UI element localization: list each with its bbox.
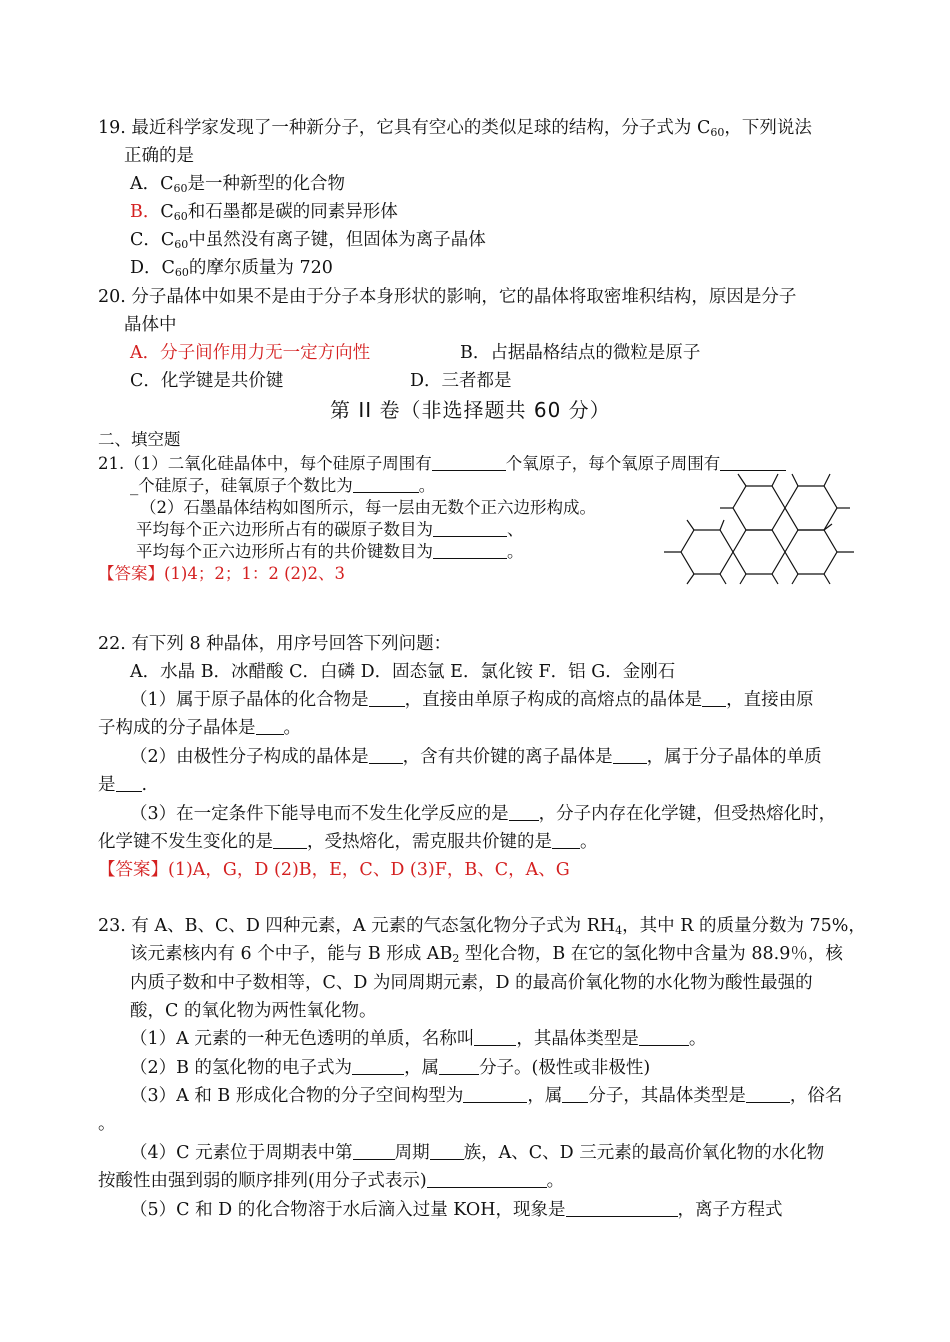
q22-line5: （2）由极性分子构成的晶体是 ，含有共价键的离子晶体是 ，属于分子晶体的单质 bbox=[130, 747, 822, 767]
q23-line10: 按酸性由强到弱的顺序排列(用分子式表示) 。 bbox=[98, 1171, 565, 1191]
q20-option-d: D．三者都是 bbox=[410, 371, 512, 391]
q23-line9: （4）C 元素位于周期表中第 周期 族，A、C、D 三元素的最高价氧化物的水化物 bbox=[130, 1143, 825, 1163]
q21-line1: 21.（1）二氧化硅晶体中，每个硅原子周围有 个氧原子，每个氧原子周围有 bbox=[98, 452, 786, 476]
section-subtitle: 二、填空题 bbox=[98, 430, 181, 449]
q19-option-d: D．$C_{60}$的摩尔质量为 720 bbox=[130, 258, 333, 279]
q23-line4: 酸，C 的氧化物为两性氧化物。 bbox=[130, 1001, 377, 1021]
q19-option-a: A．$C_{60}$是一种新型的化合物 bbox=[130, 174, 346, 195]
q20-stem-line2: 晶体中 bbox=[124, 315, 177, 335]
q20-option-a: A．分子间作用力无一定方向性 bbox=[130, 343, 371, 363]
q19-option-b: B．$C_{60}$和石墨都是碳的同素异形体 bbox=[130, 202, 398, 223]
q22-line8: 化学键不发生变化的是 ，受热熔化，需克服共价键的是 。 bbox=[98, 832, 598, 852]
graphite-structure-diagram bbox=[660, 468, 860, 600]
q23-line1: 23. 有 A、B、C、D 四种元素，A 元素的气态氢化物分子式为 $RH_4$，其中 R 的质量分数为 75%， bbox=[98, 916, 866, 937]
q23-line7: （3）A 和 B 形成化合物的分子空间构型为 ，属 分子，其晶体类型是 ，俗名 bbox=[130, 1086, 843, 1106]
q21-line3: （2）石墨晶体结构如图所示，每一层由无数个正六边形构成。 bbox=[140, 498, 596, 517]
q23-line11: （5）C 和 D 的化合物溶于水后滴入过量 KOH，现象是 ，离子方程式 bbox=[130, 1200, 783, 1220]
q22-line2: A．水晶 B．冰醋酸 C．白磷 D．固态氩 E．氯化铵 F．铝 G．金刚石 bbox=[130, 662, 676, 682]
q20-option-c: C．化学键是共价键 bbox=[130, 371, 284, 391]
q22-answer: 【答案】(1)A，G，D (2)B，E，C、D (3)F，B、C，A、G bbox=[98, 860, 570, 880]
q21-line5: 平均每个正六边形所占有的共价键数目为 。 bbox=[136, 542, 524, 561]
q19-stem-line1: 19. 最近科学家发现了一种新分子，它具有空心的类似足球的结构，分子式为 $C_{60}$，下列说法 bbox=[98, 118, 812, 139]
q20-stem-line1: 20. 分子晶体中如果不是由于分子本身形状的影响，它的晶体将取密堆积结构，原因是分子 bbox=[98, 287, 797, 307]
q23-line3: 内质子数和中子数相等，C、D 为同周期元素，D 的最高价氧化物的水化物为酸性最强的 bbox=[130, 973, 813, 993]
q22-line1: 22. 有下列 8 种晶体，用序号回答下列问题： bbox=[98, 634, 452, 654]
q23-line6: （2）B 的氢化物的电子式为 ，属 分子。(极性或非极性) bbox=[130, 1058, 651, 1078]
section-title: 第 II 卷（非选择题共 60 分） bbox=[330, 398, 611, 422]
q22-line4: 子构成的分子晶体是 。 bbox=[98, 718, 301, 738]
q21-line2: _个硅原子，硅氧原子个数比为 。 bbox=[130, 476, 436, 495]
q21-line4: 平均每个正六边形所占有的碳原子数目为 、 bbox=[136, 520, 524, 539]
q23-line2: 该元素核内有 6 个中子，能与 B 形成 $AB_2$ 型化合物，B 在它的氢化物中含量为 88.9％，核 bbox=[130, 944, 843, 965]
q20-option-b: B．占据晶格结点的微粒是原子 bbox=[460, 343, 701, 363]
q23-line5: （1）A 元素的一种无色透明的单质，名称叫 ，其晶体类型是 。 bbox=[130, 1029, 707, 1049]
q22-line6: 是 . bbox=[98, 775, 148, 795]
q23-line8: 。 bbox=[98, 1114, 116, 1134]
q19-stem-line2: 正确的是 bbox=[124, 146, 194, 166]
q22-line3: （1）属于原子晶体的化合物是 ，直接由单原子构成的高熔点的晶体是 ，直接由原 bbox=[130, 690, 814, 710]
q22-line7: （3）在一定条件下能导电而不发生化学反应的是 ，分子内存在化学键，但受热熔化时， bbox=[130, 804, 837, 824]
q21-answer: 【答案】(1)4；2；1：2 (2)2、3 bbox=[98, 564, 345, 583]
q19-option-c: C．$C_{60}$中虽然没有离子键，但固体为离子晶体 bbox=[130, 230, 486, 251]
